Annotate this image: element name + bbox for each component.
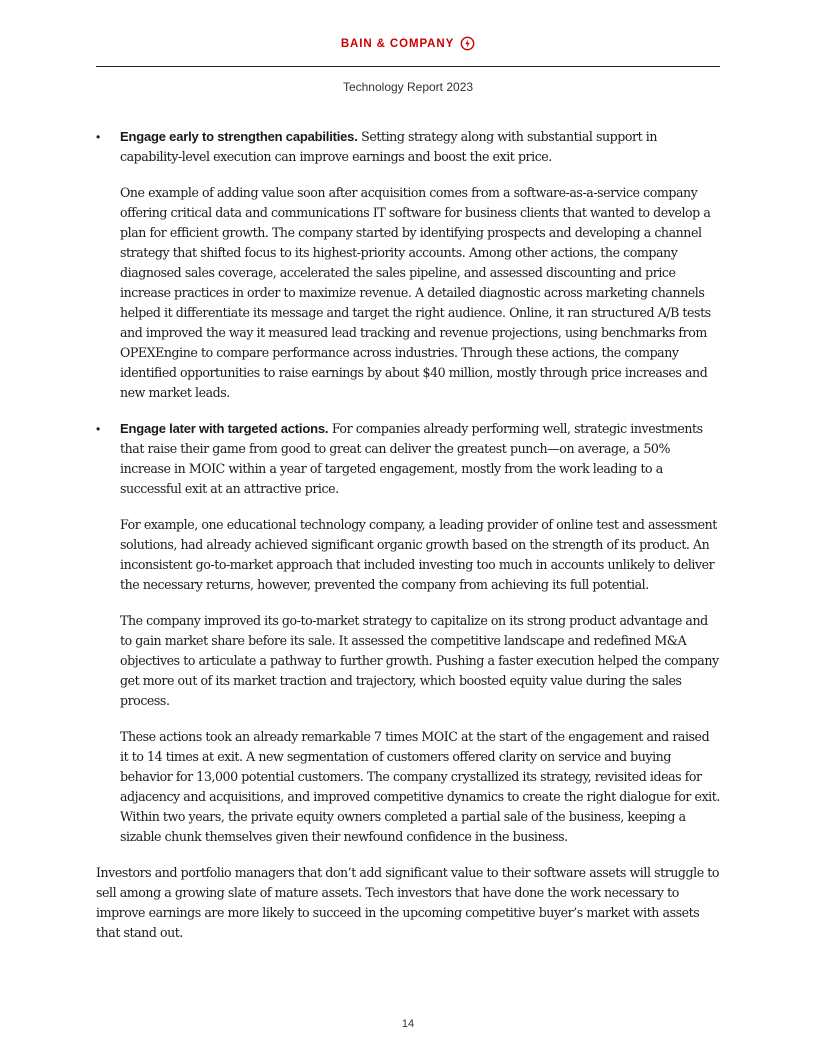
brand-name: BAIN & COMPANY: [340, 37, 455, 50]
example-paragraph: One example of adding value soon after acquisition comes from a software-as-a-service company offering critical data and communications IT software for business clients that wanted to develop a plan for efficient growth. The company started by identifying prospects and developing a channel strategy that shifted focus to its highest-priority accounts. Among other actions, the company diagnosed sales coverage, accelerated the sales pipeline, and assessed discounting and price increase practices in order to maximize revenue. A detailed diagnostic across marketing channels helped it differentiate its message and target the right audience. Online, it ran structured A/B tests and improved the way it measured lead tracking and revenue projections, using benchmarks from OPEXEngine to compare performance across industries. Through these actions, the company identified opportunities to raise earnings by about $40 million, mostly through price increases and new market leads.: [120, 185, 711, 400]
body-content: [96, 127, 720, 943]
brand-header: [0, 36, 816, 51]
bullet-text: Setting strategy along with substantial support in capability-level execution can improve earnings and boost the exit price.: [120, 129, 658, 164]
bullet-lead: Engage later with targeted actions.: [120, 421, 329, 436]
bullet-icon: •: [96, 422, 100, 436]
bain-logo-icon: [460, 36, 475, 51]
example-paragraph: These actions took an already remarkable 7 times MOIC at the start of the engagement and raised it to 14 times at exit. A new segmentation of customers offered clarity on service and buying behavior for 13,000 potential customers. The company crystallized its strategy, revisited ideas for adjacency and acquisitions, and improved competitive dynamics to create the right dialogue for exit. Within two years, the private equity owners completed a partial sale of the business, keeping a sizable chunk themselves given their newfound confidence in the business.: [120, 729, 720, 844]
example-paragraph: The company improved its go-to-market strategy to capitalize on its strong product advantage and to gain market share before its sale. It assessed the competitive landscape and redefined M&A objectives to articulate a pathway to further growth. Pushing a faster execution helped the company get more out of its market traction and trajectory, which boosted equity value during the sales process.: [120, 613, 719, 708]
example-paragraph: For example, one educational technology company, a leading provider of online test and assessment solutions, had already achieved significant organic growth based on the strength of its product. An inconsistent go-to-market approach that included investing too much in accounts unlikely to deliver the necessary returns, however, prevented the company from achieving its full potential.: [120, 517, 717, 592]
bullet-lead: Engage early to strengthen capabilities.: [120, 129, 358, 144]
bullet-item-engage-early: [96, 127, 720, 167]
bullet-text: For companies already performing well, strategic investments that raise their game from good to great can deliver the greatest punch—on average, a 50% increase in MOIC within a year of targeted engagement, mostly from the work leading to a successful exit at an attractive price.: [120, 421, 703, 496]
bullet-item-engage-later: [96, 419, 720, 499]
closing-paragraph: Investors and portfolio managers that don’t add significant value to their software assets will struggle to sell among a growing slate of mature assets. Tech investors that have done the work necessary to improve earnings are more likely to succeed in the upcoming competitive buyer’s market with assets that stand out.: [96, 865, 720, 940]
bullet-icon: •: [96, 130, 100, 144]
page-number: 14: [401, 1018, 415, 1030]
header-divider: [96, 66, 720, 67]
bullet-paragraph: [120, 419, 720, 499]
bullet-paragraph: [120, 127, 720, 167]
report-title: Technology Report 2023: [342, 80, 474, 94]
